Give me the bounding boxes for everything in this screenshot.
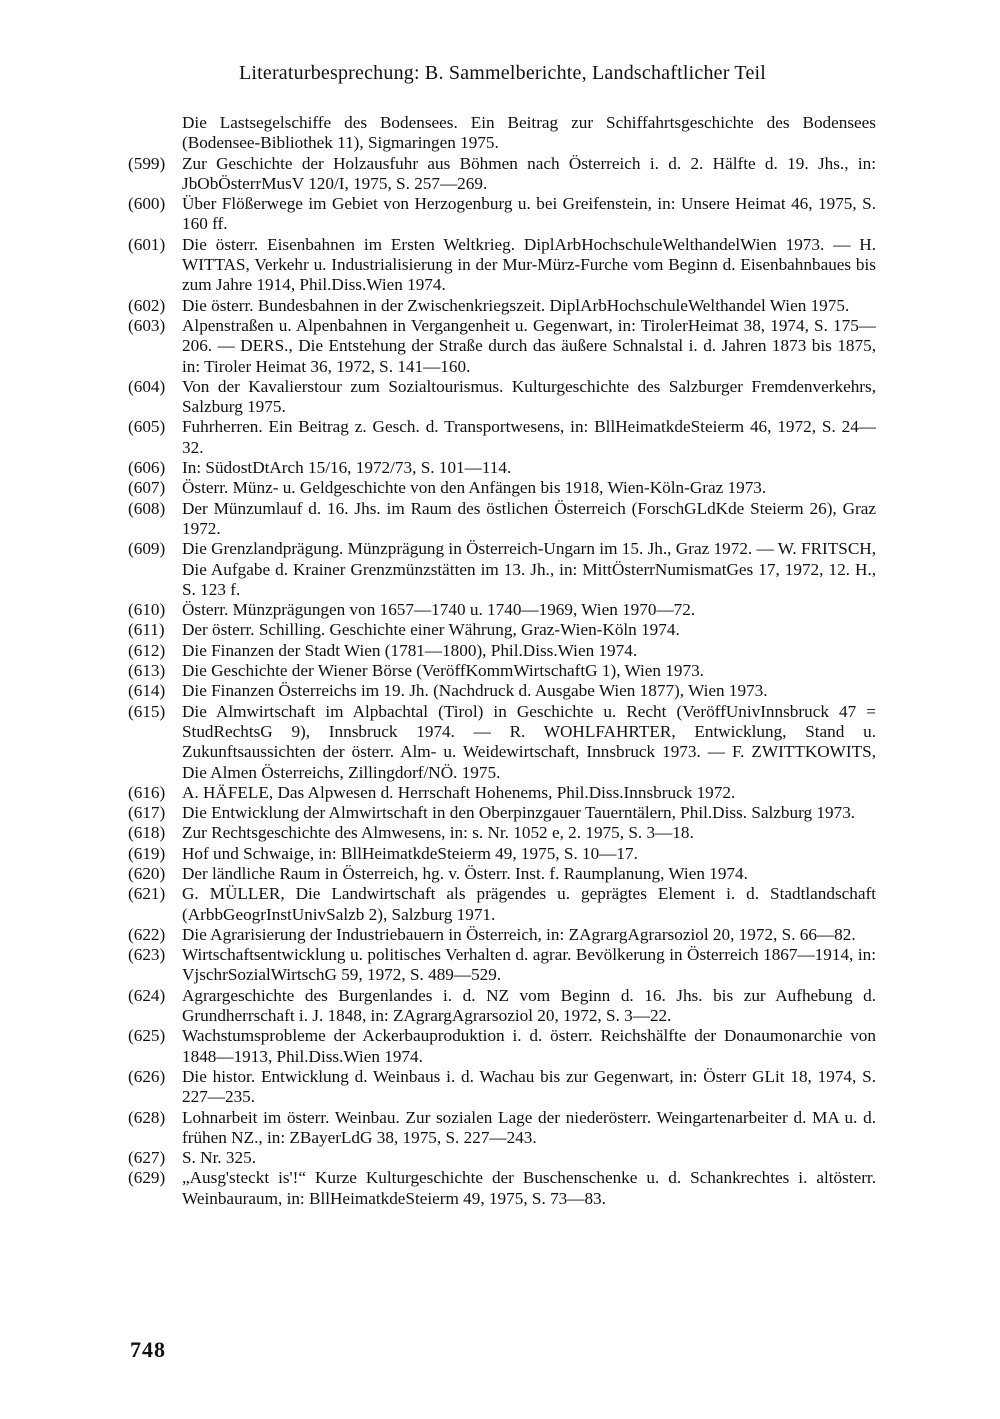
- bibliography-list: [128, 113, 876, 1209]
- entry-text: Agrargeschichte des Burgenlandes i. d. NZ vom Beginn d. 16. Jhs. bis zur Aufhebung d. Grundherrschaft i. J. 1848, in: ZAgrargAgrarsoziol 20, 1972, S. 3—22.: [182, 985, 876, 1026]
- entry-number: (628): [128, 1107, 166, 1127]
- entry-number: (610): [128, 600, 166, 620]
- entry-number: (612): [128, 640, 166, 660]
- entry-number: (600): [128, 194, 166, 214]
- entry-number: (602): [128, 295, 166, 315]
- entry-text: Zur Rechtsgeschichte des Almwesens, in: s. Nr. 1052 e, 2. 1975, S. 3—18.: [182, 823, 694, 843]
- page-number: 748: [130, 1337, 166, 1362]
- entry-number: (614): [128, 681, 166, 701]
- entry-number: (617): [128, 803, 166, 823]
- bibliography-entry: [128, 986, 876, 1027]
- entry-text: Wachstumsprobleme der Ackerbauproduktion i. d. österr. Reichshälfte der Donaumonarchie von 1848—1913, Phil.Diss.Wien 1974.: [182, 1026, 876, 1066]
- bibliography-entry: [128, 600, 876, 620]
- entry-text: Fuhrherren. Ein Beitrag z. Gesch. d. Transportwesens, in: BllHeimatkdeSteierm 46, 1972, S. 24—32.: [182, 417, 876, 457]
- entry-text: Die histor. Entwicklung d. Weinbaus i. d. Wachau bis zur Gegenwart, in: Österr GLit 18, 1974, S. 227—235.: [182, 1066, 876, 1107]
- entry-text: G. MÜLLER, Die Landwirtschaft als prägendes u. geprägtes Element i. d. Stadtlandschaft (ArbbGeogrInstUnivSalzb 2), Salzburg 1971.: [182, 884, 876, 924]
- entry-text: Die Lastsegelschiffe des Bodensees. Ein Beitrag zur Schiffahrtsgeschichte des Bodensees (Bodensee-Bibliothek 11), Sigmaringen 1975.: [182, 113, 876, 153]
- entry-text: Zur Geschichte der Holzausfuhr aus Böhmen nach Österreich i. d. 2. Hälfte d. 19. Jhs., in: JbObÖsterrMusV 120/I, 1975, S. 257—269.: [182, 153, 876, 193]
- entry-text: Die Grenzlandprägung. Münzprägung in Österreich-Ungarn im 15. Jh., Graz 1972. — W. FRITSCH, Die Aufgabe d. Krainer Grenzmünzstätten im 13. Jh., in: MittÖsterrNumismatGes 17, 1972, 12. H., S. 123 f.: [182, 539, 876, 599]
- bibliography-entry: [128, 925, 876, 945]
- bibliography-entry: [128, 844, 876, 864]
- bibliography-entry: [128, 884, 876, 925]
- entry-number: (624): [128, 985, 166, 1005]
- bibliography-entry: [128, 458, 876, 478]
- bibliography-entry: [128, 702, 876, 783]
- entry-text: S. Nr. 325.: [182, 1148, 257, 1168]
- entry-number: (615): [128, 701, 166, 721]
- entry-number: (604): [128, 376, 166, 396]
- entry-number: (618): [128, 823, 166, 843]
- bibliography-entry: [128, 783, 876, 803]
- entry-text: A. HÄFELE, Das Alpwesen d. Herrschaft Hohenems, Phil.Diss.Innsbruck 1972.: [182, 782, 736, 802]
- entry-text: Der ländliche Raum in Österreich, hg. v. Österr. Inst. f. Raumplanung, Wien 1974.: [182, 863, 748, 883]
- entry-number: (608): [128, 498, 166, 518]
- bibliography-entry: [128, 681, 876, 701]
- entry-number: (601): [128, 234, 166, 254]
- entry-text: Wirtschaftsentwicklung u. politisches Verhalten d. agrar. Bevölkerung in Österreich 1867—1914, in: VjschrSozialWirtschG 59, 1972, S. 489—529.: [182, 945, 876, 985]
- entry-number: (607): [128, 478, 166, 498]
- bibliography-entry: [128, 417, 876, 458]
- entry-text: Die österr. Bundesbahnen in der Zwischenkriegszeit. DiplArbHochschuleWelthandel Wien 1975.: [182, 295, 850, 315]
- bibliography-entry: [128, 823, 876, 843]
- entry-number: (605): [128, 417, 166, 437]
- bibliography-entry: [128, 945, 876, 986]
- entry-text: In: SüdostDtArch 15/16, 1972/73, S. 101—114.: [182, 458, 512, 478]
- bibliography-entry: [128, 620, 876, 640]
- entry-number: (627): [128, 1148, 166, 1168]
- bibliography-entry: [128, 113, 876, 154]
- entry-number: (609): [128, 539, 166, 559]
- bibliography-entry: [128, 478, 876, 498]
- bibliography-entry: [128, 864, 876, 884]
- entry-text: Lohnarbeit im österr. Weinbau. Zur sozialen Lage der niederösterr. Weingartenarbeiter d. MA u. d. frühen NZ., in: ZBayerLdG 38, 1975, S. 227—243.: [182, 1107, 876, 1147]
- entry-text: Der österr. Schilling. Geschichte einer Währung, Graz-Wien-Köln 1974.: [182, 620, 680, 640]
- entry-text: Die Geschichte der Wiener Börse (VeröffKommWirtschaftG 1), Wien 1973.: [182, 661, 704, 681]
- bibliography-entry: [128, 194, 876, 235]
- entry-number: (621): [128, 884, 166, 904]
- bibliography-entry: [128, 1026, 876, 1067]
- bibliography-entry: [128, 1148, 876, 1168]
- bibliography-entry: [128, 499, 876, 540]
- entry-number: (625): [128, 1026, 166, 1046]
- entry-text: Hof und Schwaige, in: BllHeimatkdeSteierm 49, 1975, S. 10—17.: [182, 843, 638, 863]
- bibliography-entry: [128, 803, 876, 823]
- bibliography-entry: [128, 641, 876, 661]
- entry-number: (623): [128, 945, 166, 965]
- bibliography-entry: [128, 1067, 876, 1108]
- entry-text: Die Finanzen der Stadt Wien (1781—1800), Phil.Diss.Wien 1974.: [182, 640, 638, 660]
- bibliography-entry: [128, 1108, 876, 1149]
- running-head: Literaturbesprechung: B. Sammelberichte, Landschaftlicher Teil: [238, 62, 767, 84]
- entry-text: Die Almwirtschaft im Alpbachtal (Tirol) in Geschichte u. Recht (VeröffUnivInnsbruck 47 = StudRechtsG 9), Innsbruck 1974. — R. WOHLFAHRTER, Entwicklung, Stand u. Zukunftsaussichten der österr. Alm- u. Weidewirtschaft, Innsbruck 1973. — F. ZWITTKOWITS, Die Almen Österreichs, Zillingdorf/NÖ. 1975.: [182, 701, 876, 782]
- entry-number: (622): [128, 924, 166, 944]
- entry-text: Österr. Münz- u. Geldgeschichte von den Anfängen bis 1918, Wien-Köln-Graz 1973.: [182, 478, 767, 498]
- entry-number: (616): [128, 782, 166, 802]
- bibliography-entry: [128, 377, 876, 418]
- bibliography-entry: [128, 296, 876, 316]
- entry-text: Alpenstraßen u. Alpenbahnen in Vergangenheit u. Gegenwart, in: TirolerHeimat 38, 1974, S. 175—206. — DERS., Die Entstehung der Straße durch das äußere Schnalstal i. d. Jahren 1873 bis 1875, in: Tiroler Heimat 36, 1972, S. 141—160.: [182, 315, 876, 376]
- bibliography-entry: [128, 154, 876, 195]
- bibliography-entry: [128, 235, 876, 296]
- entry-text: Österr. Münzprägungen von 1657—1740 u. 1740—1969, Wien 1970—72.: [182, 600, 696, 620]
- entry-number: (626): [128, 1066, 166, 1086]
- entry-number: (599): [128, 153, 166, 173]
- entry-text: Die österr. Eisenbahnen im Ersten Weltkrieg. DiplArbHochschuleWelthandelWien 1973. — H. WITTAS, Verkehr u. Industrialisierung in der Mur-Mürz-Furche vom Beginn d. Eisenbahnbaues bis zum Jahre 1914, Phil.Diss.Wien 1974.: [182, 234, 876, 295]
- entry-text: Über Flößerwege im Gebiet von Herzogenburg u. bei Greifenstein, in: Unsere Heimat 46, 1975, S. 160 ff.: [182, 194, 876, 234]
- bibliography-entry: [128, 1168, 876, 1209]
- entry-text: Die Entwicklung der Almwirtschaft in den Oberpinzgauer Tauerntälern, Phil.Diss. Salzburg 1973.: [182, 803, 856, 823]
- entry-number: (619): [128, 843, 166, 863]
- entry-number: (611): [128, 620, 165, 640]
- entry-text: „Ausg'steckt is'!“ Kurze Kulturgeschichte der Buschenschenke u. d. Schankrechtes i. altösterr. Weinbauraum, in: BllHeimatkdeSteierm 49, 1975, S. 73—83.: [182, 1168, 876, 1208]
- entry-number: (629): [128, 1168, 166, 1188]
- entry-text: Die Finanzen Österreichs im 19. Jh. (Nachdruck d. Ausgabe Wien 1877), Wien 1973.: [182, 681, 768, 701]
- entry-number: (613): [128, 661, 166, 681]
- entry-number: (620): [128, 863, 166, 883]
- bibliography-entry: [128, 316, 876, 377]
- entry-text: Die Agrarisierung der Industriebauern in Österreich, in: ZAgrargAgrarsoziol 20, 1972, S. 66—82.: [182, 924, 856, 944]
- entry-text: Von der Kavalierstour zum Sozialtourismus. Kulturgeschichte des Salzburger Fremdenverkehrs, Salzburg 1975.: [182, 376, 876, 417]
- entry-text: Der Münzumlauf d. 16. Jhs. im Raum des östlichen Österreich (ForschGLdKde Steierm 26), Graz 1972.: [182, 498, 876, 538]
- entry-number: (603): [128, 315, 166, 335]
- bibliography-entry: [128, 539, 876, 600]
- entry-number: (606): [128, 458, 166, 478]
- bibliography-entry: [128, 661, 876, 681]
